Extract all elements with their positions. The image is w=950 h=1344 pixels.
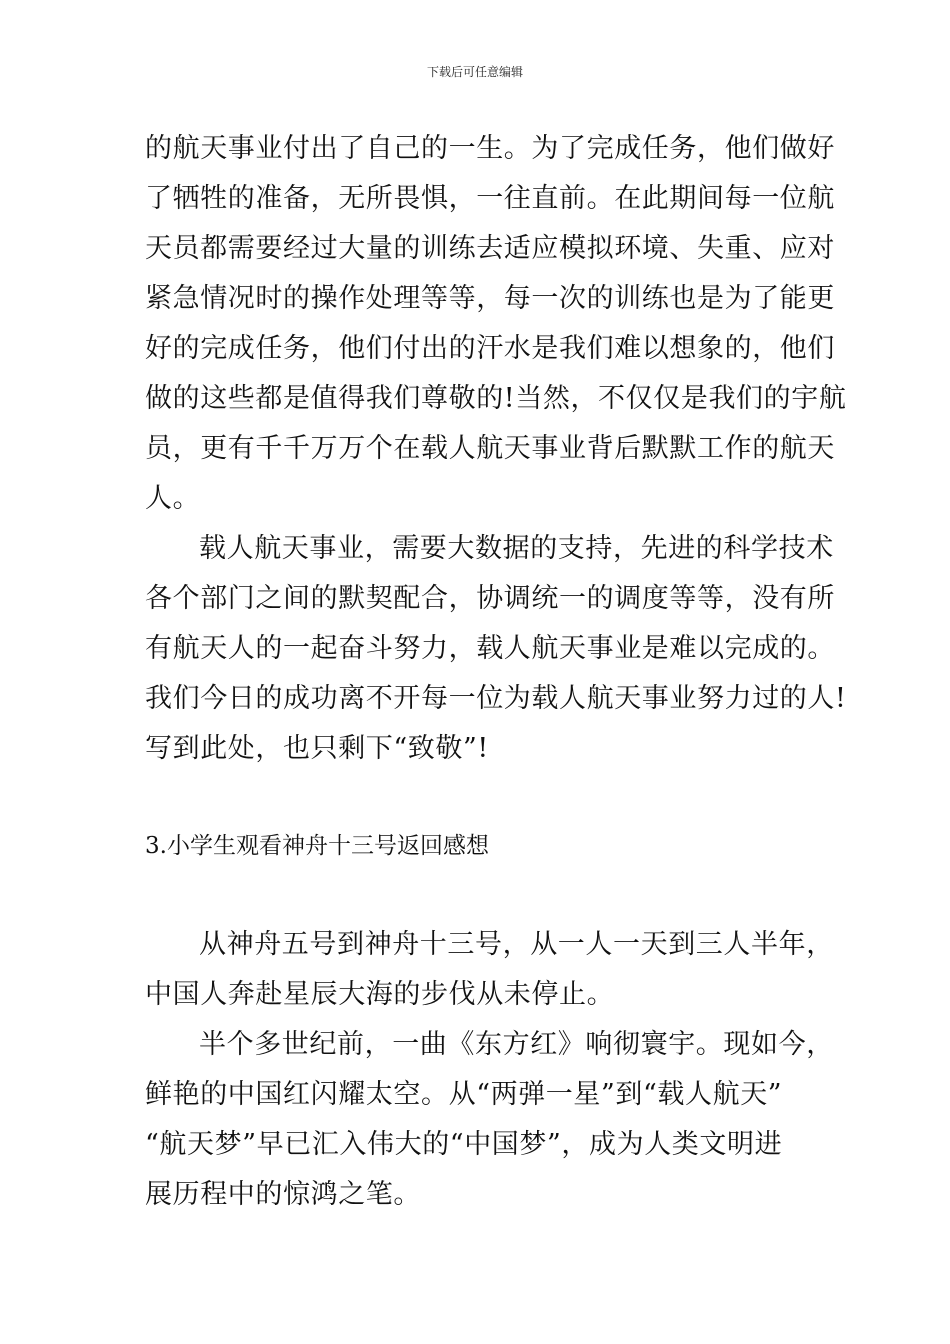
body-line: 人。	[145, 483, 201, 514]
body-line: 天员都需要经过大量的训练去适应模拟环境、失重、应对	[145, 233, 835, 264]
body-line: 鲜艳的中国红闪耀太空。从“两弹一星”到“载人航天”	[145, 1079, 783, 1110]
body-line: 了牺牲的准备，无所畏惧，一往直前。在此期间每一位航	[145, 183, 835, 214]
body-line: 中国人奔赴星辰大海的步伐从未停止。	[145, 979, 615, 1010]
body-line: “航天梦”早已汇入伟大的“中国梦”，成为人类文明进	[145, 1129, 783, 1160]
body-line: 我们今日的成功离不开每一位为载人航天事业努力过的人!	[145, 683, 847, 714]
body-line: 的航天事业付出了自己的一生。为了完成任务，他们做好	[145, 133, 835, 164]
body-line: 有航天人的一起奋斗努力，载人航天事业是难以完成的。	[145, 633, 835, 664]
paragraph-first-line: 半个多世纪前，一曲《东方红》响彻寰宇。现如今，	[199, 1029, 834, 1060]
body-line: 做的这些都是值得我们尊敬的!当然，不仅仅是我们的宇航	[145, 383, 847, 414]
body-line: 写到此处，也只剩下“致敬”!	[145, 733, 489, 764]
paragraph-first-line: 从神舟五号到神舟十三号，从一人一天到三人半年，	[199, 929, 834, 960]
body-line: 各个部门之间的默契配合，协调统一的调度等等，没有所	[145, 583, 835, 614]
body-line: 员，更有千千万万个在载人航天事业背后默默工作的航天	[145, 433, 835, 464]
body-line: 紧急情况时的操作处理等等，每一次的训练也是为了能更	[145, 283, 835, 314]
body-line: 好的完成任务，他们付出的汗水是我们难以想象的，他们	[145, 333, 835, 364]
section-heading: 3.小学生观看神舟十三号返回感想	[145, 833, 489, 859]
body-line: 展历程中的惊鸿之笔。	[145, 1179, 421, 1210]
paragraph-first-line: 载人航天事业，需要大数据的支持，先进的科学技术	[199, 533, 834, 564]
page-header-note: 下载后可任意编辑	[426, 65, 523, 79]
